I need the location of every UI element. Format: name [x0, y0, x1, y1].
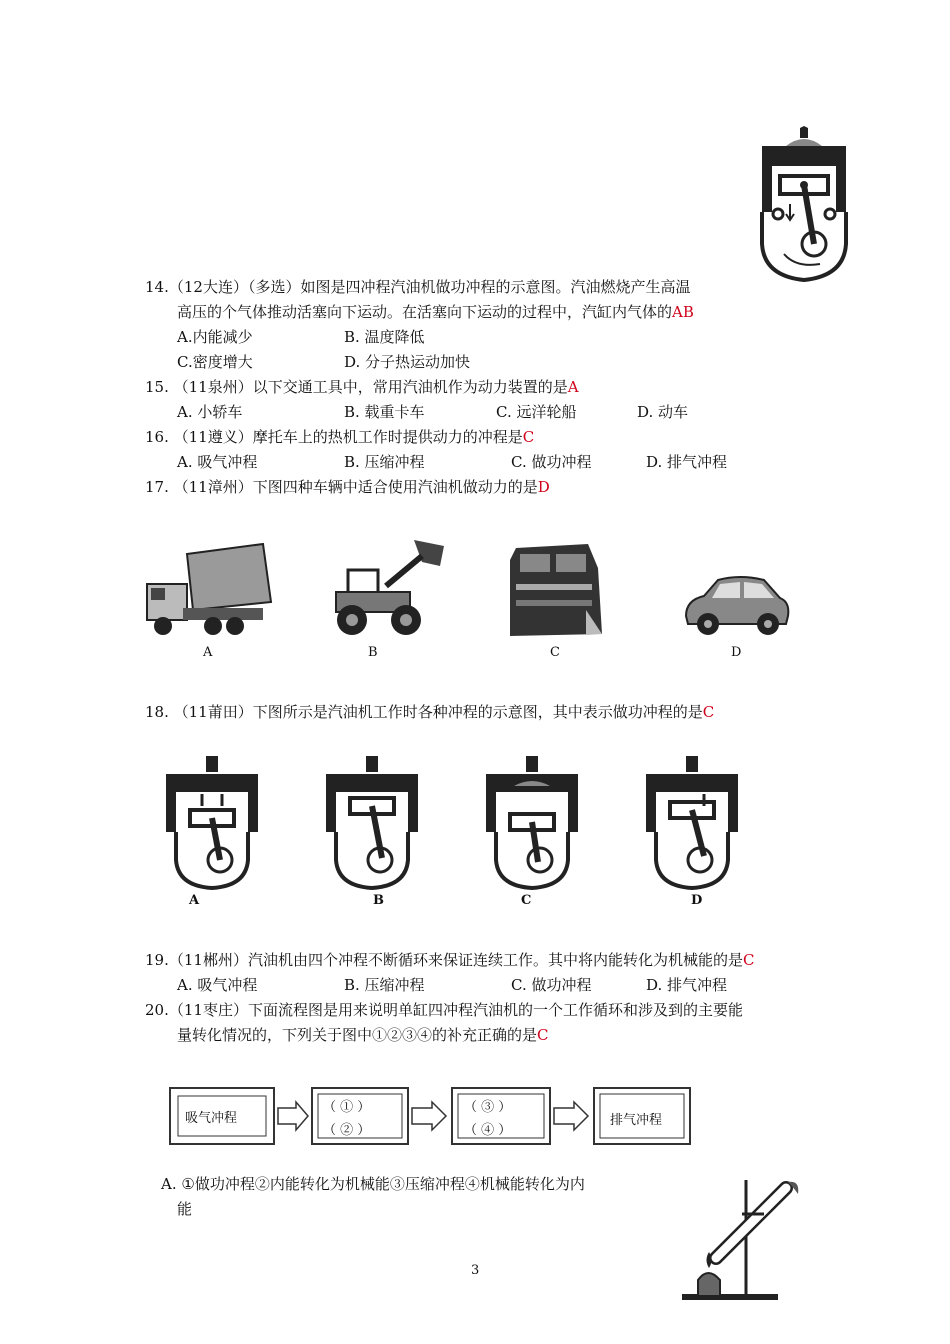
dump-truck-illustration	[143, 540, 273, 640]
q14-option-a: A.内能减少	[177, 328, 253, 346]
q16-answer: C	[522, 428, 535, 446]
q18-label-a: A	[189, 893, 200, 908]
q17-text: 17. （11漳州）下图四种车辆中适合使用汽油机做动力的是	[145, 478, 538, 496]
q15-text: 15. （11泉州）以下交通工具中，常用汽油机作为动力装置的是	[145, 378, 568, 396]
q18-stem	[145, 701, 714, 722]
q18-label-c: C	[521, 893, 532, 908]
q15-option-d: D. 动车	[637, 403, 689, 421]
q14-option-b: B. 温度降低	[344, 328, 425, 346]
q15-option-c: C. 远洋轮船	[496, 403, 577, 421]
q14-line2: 高压的个气体推动活塞向下运动。在活塞向下运动的过程中，汽缸内气体的	[177, 303, 673, 321]
flow-box3-top: （ ③ ）	[464, 1100, 512, 1115]
test-tube-apparatus-illustration	[676, 1170, 810, 1306]
flow-box2-bottom: （ ② ）	[323, 1123, 371, 1138]
q19-option-a: A. 吸气冲程	[177, 976, 258, 994]
q19-option-c: C. 做功冲程	[511, 976, 592, 994]
flow-box1-label: 吸气冲程	[185, 1111, 238, 1126]
engine-stroke-d-illustration	[642, 756, 742, 890]
q15-option-a: A. 小轿车	[177, 403, 243, 421]
q20-line1: 20.（11枣庄）下面流程图是用来说明单缸四冲程汽油机的一个工作循环和涉及到的主要能	[145, 1001, 743, 1019]
flow-arrow-3	[554, 1102, 588, 1130]
flow-arrow-2	[412, 1102, 446, 1130]
q15-answer: A	[567, 378, 579, 396]
q17-label-c: C	[550, 645, 560, 660]
q19-text: 19.（11郴州）汽油机由四个冲程不断循环来保证连续工作。其中将内能转化为机械能的是	[145, 951, 743, 969]
q20-option-a-line2: 能	[177, 1200, 193, 1218]
q18-answer: C	[702, 703, 715, 721]
flow-box3-bottom: （ ④ ）	[464, 1123, 512, 1138]
q17-answer: D	[537, 478, 550, 496]
q20-option-a-line1: A. ①做功冲程②内能转化为机械能③压缩冲程④机械能转化为内	[161, 1175, 585, 1193]
flow-box2-top: （ ① ）	[323, 1100, 371, 1115]
q19-option-d: D. 排气冲程	[646, 976, 728, 994]
q16-option-a: A. 吸气冲程	[177, 453, 258, 471]
q17-label-d: D	[731, 645, 742, 660]
loader-illustration	[326, 536, 450, 638]
engine-stroke-a-illustration	[162, 756, 262, 890]
engine-stroke-b-illustration	[322, 756, 422, 890]
q14-answer: AB	[672, 303, 694, 321]
q18-text: 18. （11莆田）下图所示是汽油机工作时各种冲程的示意图，其中表示做功冲程的是	[145, 703, 703, 721]
q18-label-b: B	[373, 893, 384, 908]
locomotive-illustration	[506, 540, 604, 640]
q16-option-d: D. 排气冲程	[646, 453, 728, 471]
q20-line2: 量转化情况的，下列关于图中①②③④的补充正确的是	[177, 1026, 538, 1044]
q14-line1: 14.（12大连）（多选）如图是四冲程汽油机做功冲程的示意图。汽油燃烧产生高温	[145, 278, 691, 296]
car-illustration	[680, 570, 792, 638]
engine-stroke-c-illustration	[482, 756, 582, 890]
q15-option-b: B. 载重卡车	[344, 403, 425, 421]
q15-stem	[145, 376, 579, 397]
q16-text: 16. （11遵义）摩托车上的热机工作时提供动力的冲程是	[145, 428, 523, 446]
q16-option-c: C. 做功冲程	[511, 453, 592, 471]
q20-line2-wrapper	[177, 1024, 549, 1045]
q14-option-d: D. 分子热运动加快	[344, 353, 471, 371]
engine-power-stroke-illustration	[756, 126, 852, 282]
q19-option-b: B. 压缩冲程	[344, 976, 425, 994]
q17-stem	[145, 476, 550, 497]
q16-stem	[145, 426, 534, 447]
q14-option-c: C.密度增大	[177, 353, 253, 371]
q19-stem	[145, 949, 754, 970]
flow-box4-label: 排气冲程	[610, 1113, 663, 1128]
q20-answer: C	[537, 1026, 549, 1044]
q18-label-d: D	[691, 893, 703, 908]
q17-label-b: B	[368, 645, 378, 660]
q14-line2-wrapper	[177, 301, 694, 322]
page-number: 3	[471, 1263, 480, 1278]
q16-option-b: B. 压缩冲程	[344, 453, 425, 471]
flow-arrow-1	[278, 1102, 308, 1130]
q19-answer: C	[742, 951, 755, 969]
q17-label-a: A	[203, 645, 213, 660]
